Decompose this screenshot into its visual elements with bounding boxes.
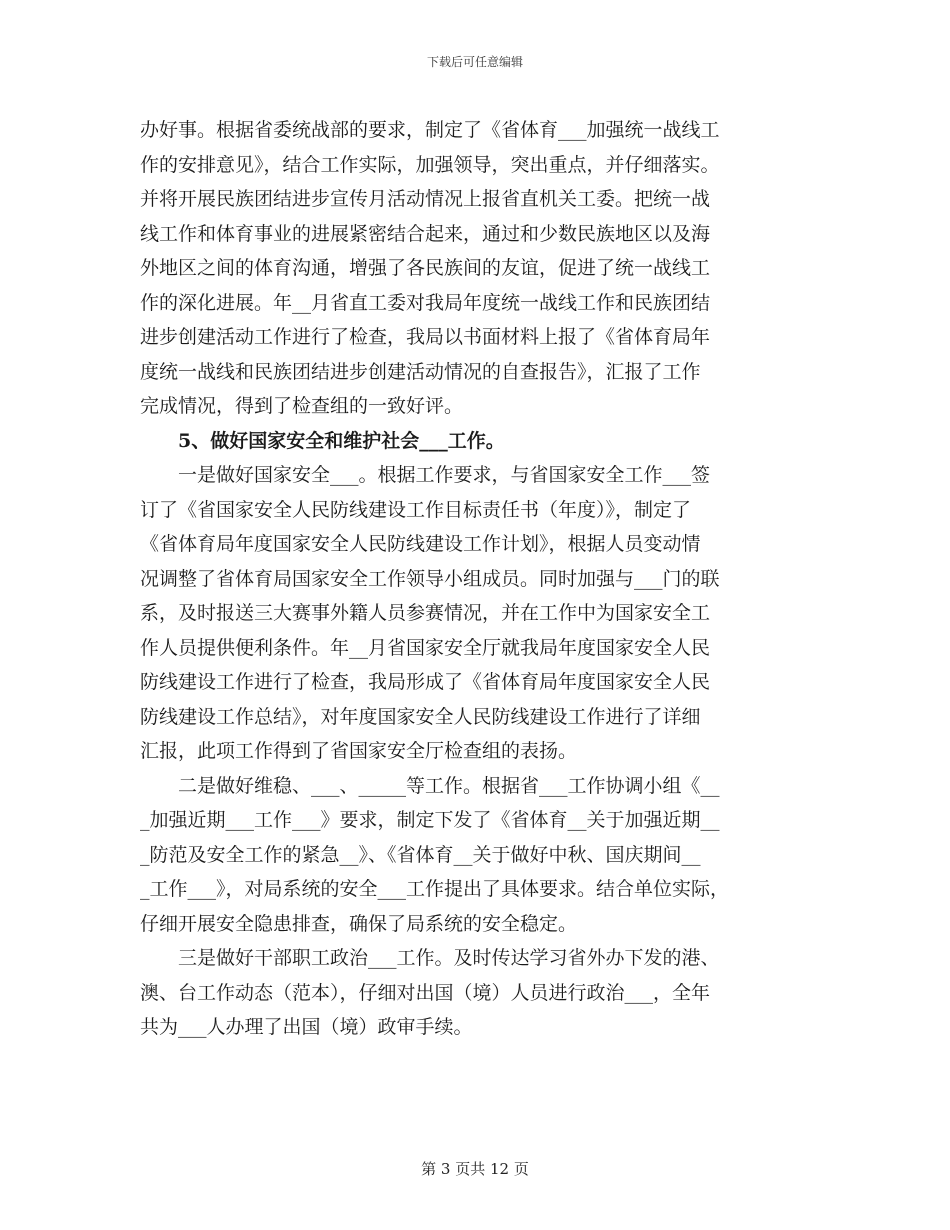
paragraph-line: _加强近期___工作___》要求，制定下发了《省体育__关于加强近期__ [140, 809, 720, 831]
paragraph-line: 并将开展民族团结进步宣传月活动情况上报省直机关工委。把统一战 [140, 188, 711, 210]
paragraph-line: 线工作和体育事业的进展紧密结合起来，通过和少数民族地区以及海 [140, 222, 711, 245]
paragraph-line: 外地区之间的体育沟通，增强了各民族间的友谊，促进了统一战线工 [140, 257, 711, 279]
paragraph-line: 作的深化进展。年__月省直工委对我局年度统一战线工作和民族团结 [140, 291, 711, 314]
paragraph-line: 共为___人办理了出国（境）政审手续。 [140, 1016, 473, 1038]
document-body [140, 113, 830, 1045]
page-header: 下载后可任意编辑 [426, 55, 523, 69]
page-number: 第 3 页共 12 页 [421, 1160, 529, 1178]
paragraph-line: 一是做好国家安全___。根据工作要求，与省国家安全工作___签 [140, 464, 711, 486]
paragraph-line: 作人员提供便利条件。年__月省国家安全厅就我局年度国家安全人民 [140, 636, 711, 659]
paragraph-line: 作的安排意见》，结合工作实际，加强领导，突出重点，并仔细落实。 [140, 153, 720, 176]
paragraph-line: 《省体育局年度国家安全人民防线建设工作计划》，根据人员变动情 [140, 533, 701, 555]
paragraph-line: 防线建设工作总结》，对年度国家安全人民防线建设工作进行了详细 [140, 705, 701, 728]
paragraph-line: 仔细开展安全隐患排查，确保了局系统的安全稳定。 [140, 912, 578, 935]
paragraph-line: 澳、台工作动态（范本），仔细对出国（境）人员进行政治___，全年 [140, 981, 711, 1004]
paragraph-line: 度统一战线和民族团结进步创建活动情况的自查报告》，汇报了工作 [140, 360, 701, 383]
section-heading: 5、做好国家安全和维护社会___工作。 [140, 429, 505, 452]
paragraph-line: 防线建设工作进行了检查，我局形成了《省体育局年度国家安全人民 [140, 671, 711, 693]
paragraph-line: _工作___》，对局系统的安全___工作提出了具体要求。结合单位实际， [140, 878, 730, 900]
paragraph-line: 办好事。根据省委统战部的要求，制定了《省体育___加强统一战线工 [140, 119, 720, 141]
paragraph-line: 汇报，此项工作得到了省国家安全厅检查组的表扬。 [140, 740, 578, 762]
paragraph-line: 订了《省国家安全人民防线建设工作目标责任书（年度）》，制定了 [140, 498, 692, 521]
paragraph-line: _防范及安全工作的紧急__》、《省体育__关于做好中秋、国庆期间__ [140, 843, 701, 866]
paragraph-line: 三是做好干部职工政治___工作。及时传达学习省外办下发的港、 [140, 947, 720, 969]
paragraph-line: 二是做好维稳、___、_____等工作。根据省___工作协调小组《__ [140, 774, 720, 797]
paragraph-line: 完成情况，得到了检查组的一致好评。 [140, 395, 464, 417]
paragraph-line: 系，及时报送三大赛事外籍人员参赛情况，并在工作中为国家安全工 [140, 602, 711, 624]
paragraph-line: 况调整了省体育局国家安全工作领导小组成员。同时加强与___门的联 [140, 567, 720, 590]
paragraph-line: 进步创建活动工作进行了检查，我局以书面材料上报了《省体育局年 [140, 326, 711, 348]
